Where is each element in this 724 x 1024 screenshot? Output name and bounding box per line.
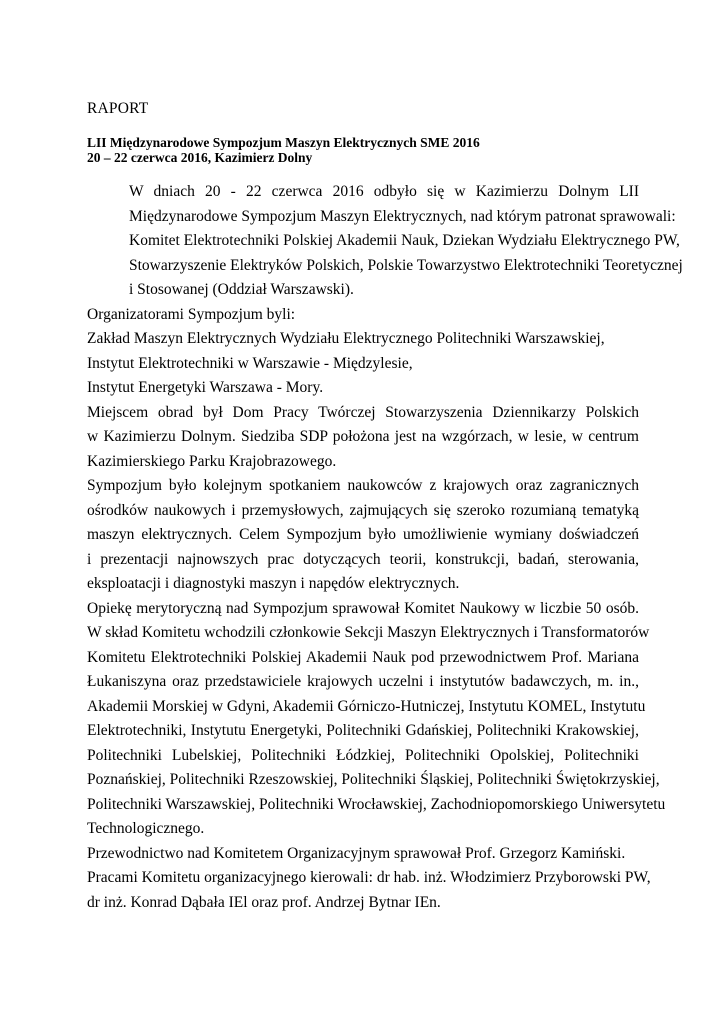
- paragraph-line: W skład Komitetu wchodzili członkowie Sekcji Maszyn Elektrycznych i Transformatorów: [87, 624, 650, 641]
- paragraph-line: Stowarzyszenie Elektryków Polskich, Polskie Towarzystwo Elektrotechniki Teoretycznej: [129, 256, 683, 274]
- paragraph: [87, 376, 639, 401]
- paragraph-line: Łukaniszyna oraz przedstawiciele krajowych uczelni i instytutów badawczych, m. in.,: [87, 673, 639, 690]
- paragraph-line: maszyn elektrycznych. Celem Sympozjum było umożliwienie wymiany doświadczeń: [87, 526, 639, 543]
- paragraph-line: i Stosowanej (Oddział Warszawski).: [129, 281, 354, 298]
- paragraph: [87, 303, 639, 328]
- report-heading: RAPORT: [87, 100, 149, 117]
- paragraph-line: dr inż. Konrad Dąbała IEl oraz prof. Andrzej Bytnar IEn.: [87, 893, 441, 911]
- paragraph-line: Międzynarodowe Sympozjum Maszyn Elektrycznych, nad którym patronat sprawowali:: [129, 207, 676, 225]
- paragraph-line: Politechniki Lubelskiej, Politechniki Łódzkiej, Politechniki Opolskiej, Politechniki: [87, 746, 639, 764]
- paragraph: [87, 327, 639, 352]
- paragraph-line: Sympozjum było kolejnym spotkaniem naukowców z krajowych oraz zagranicznych: [87, 477, 639, 494]
- paragraph: [87, 597, 666, 842]
- paragraph-line: Technologicznego.: [87, 820, 205, 837]
- paragraph-line: w Kazimierzu Dolnym. Siedziba SDP położona jest na wzgórzach, w lesie, w centrum: [87, 428, 639, 445]
- paragraph-line: Komitet Elektrotechniki Polskiej Akademii Nauk, Dziekan Wydziału Elektrycznego PW,: [129, 232, 680, 249]
- paragraph-line: eksploatacji i diagnostyki maszyn i napędów elektrycznych.: [87, 575, 460, 592]
- paragraph-line: ośrodków naukowych i przemysłowych, zajmujących się szeroko rozumianą tematyką: [87, 501, 639, 519]
- paragraph: [87, 180, 683, 303]
- paragraph-line: Kazimierskiego Parku Krajobrazowego.: [87, 452, 337, 470]
- paragraph-line: Miejscem obrad był Dom Pracy Twórczej Stowarzyszenia Dziennikarzy Polskich: [87, 403, 639, 421]
- paragraph-line: Akademii Morskiej w Gdyni, Akademii Górniczo-Hutniczej, Instytutu KOMEL, Instytutu: [87, 697, 646, 715]
- paragraph-line: Zakład Maszyn Elektrycznych Wydziału Elektrycznego Politechniki Warszawskiej,: [87, 330, 605, 347]
- paragraph-line: Przewodnictwo nad Komitetem Organizacyjnym sprawował Prof. Grzegorz Kamiński.: [87, 844, 626, 862]
- report-body: [87, 180, 683, 915]
- paragraph-line: Instytut Energetyki Warszawa - Mory.: [87, 379, 324, 396]
- paragraph-line: Elektrotechniki, Instytutu Energetyki, Politechniki Gdańskiej, Politechniki Krakowskiej,: [87, 722, 639, 739]
- subtitle-event-date-place: 20 – 22 czerwca 2016, Kazimierz Dolny: [87, 150, 313, 165]
- paragraph-line: Politechniki Warszawskiej, Politechniki Wrocławskiej, Zachodniopomorskiego Uniwersytetu: [87, 795, 666, 813]
- paragraph-line: i prezentacji najnowszych prac dotyczących teorii, konstrukcji, badań, sterowania,: [87, 550, 639, 568]
- paragraph-line: W dniach 20 - 22 czerwca 2016 odbyło się w Kazimierzu Dolnym LII: [129, 183, 639, 200]
- paragraph: [87, 842, 639, 867]
- paragraph: [87, 401, 639, 475]
- paragraph: [87, 474, 639, 597]
- subtitle-event-name: LII Międzynarodowe Sympozjum Maszyn Elektrycznych SME 2016: [87, 135, 480, 150]
- paragraph-line: Komitetu Elektrotechniki Polskiej Akademii Nauk pod przewodnictwem Prof. Mariana: [87, 648, 639, 666]
- paragraph-line: Pracami Komitetu organizacyjnego kierowali: dr hab. inż. Włodzimierz Przyborowski PW,: [87, 869, 651, 886]
- paragraph: [87, 866, 651, 915]
- report-subtitle: [87, 135, 480, 165]
- paragraph-line: Poznańskiej, Politechniki Rzeszowskiej, Politechniki Śląskiej, Politechniki Świętokrzyskiej,: [87, 771, 660, 788]
- paragraph-line: Organizatorami Sympozjum byli:: [87, 305, 296, 323]
- paragraph-line: Instytut Elektrotechniki w Warszawie - Międzylesie,: [87, 354, 413, 372]
- paragraph-line: Opiekę merytoryczną nad Sympozjum sprawował Komitet Naukowy w liczbie 50 osób.: [87, 599, 639, 617]
- paragraph: [87, 352, 639, 377]
